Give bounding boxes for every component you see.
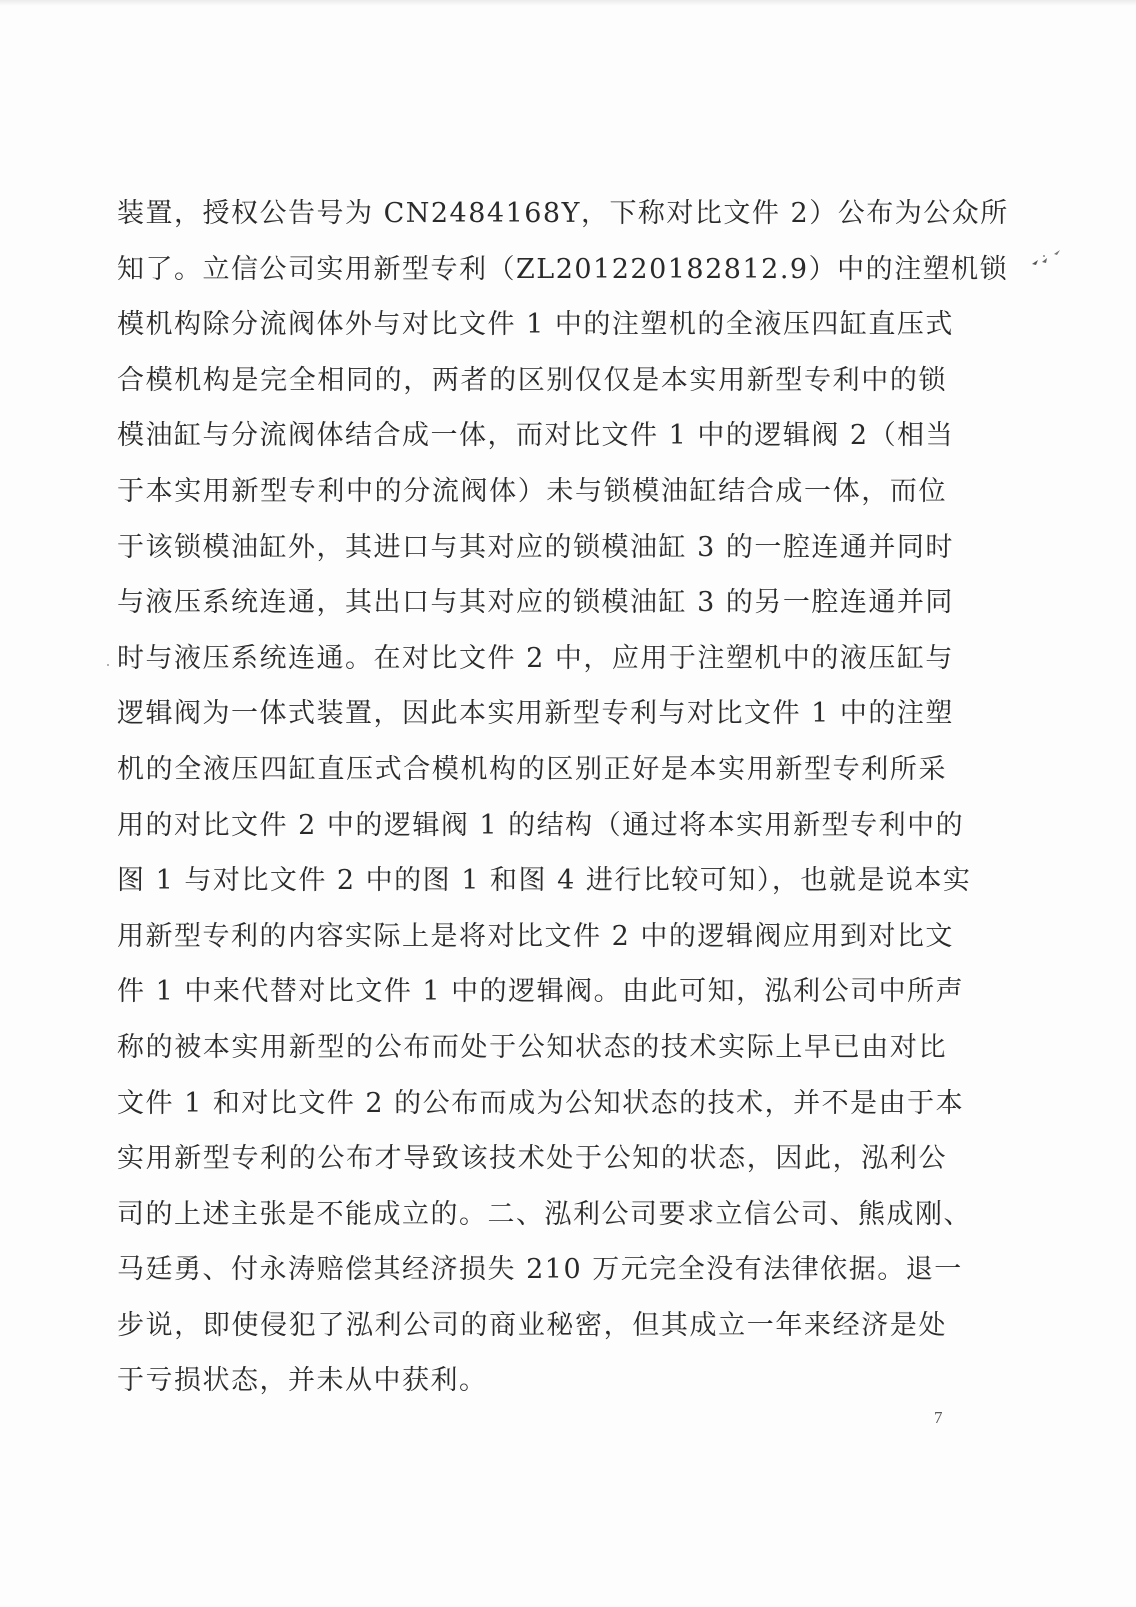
text-line: 装置，授权公告号为 CN2484168Y，下称对比文件 2）公布为公众所 bbox=[117, 198, 1009, 229]
text-line: 称的被本实用新型的公布而处于公知状态的技术实际上早已由对比 bbox=[117, 1031, 947, 1063]
page-number: 7 bbox=[934, 1408, 943, 1427]
scan-top-edge bbox=[0, 0, 1136, 6]
text-line: 模机构除分流阀体外与对比文件 1 中的注塑机的全液压四缸直压式 bbox=[117, 309, 954, 341]
text-line: 合模机构是完全相同的，两者的区别仅仅是本实用新型专利中的锁 bbox=[117, 364, 947, 396]
text-line: 用新型专利的内容实际上是将对比文件 2 中的逻辑阀应用到对比文 bbox=[117, 920, 954, 952]
text-line: 于亏损状态，并未从中获利。 bbox=[117, 1365, 488, 1397]
scan-speck-icon bbox=[1030, 238, 1090, 268]
text-line: 机的全液压四缸直压式合模机构的区别正好是本实用新型专利所采 bbox=[117, 753, 947, 785]
text-line: 知了。立信公司实用新型专利（ZL201220182812.9）中的注塑机锁 bbox=[117, 253, 1009, 285]
text-line: 与液压系统连通，其出口与其对应的锁模油缸 3 的另一腔连通并同 bbox=[117, 587, 954, 619]
margin-dot bbox=[107, 664, 109, 666]
text-line: 文件 1 和对比文件 2 的公布而成为公知状态的技术，并不是由于本 bbox=[117, 1087, 965, 1119]
text-line: 模油缸与分流阀体结合成一体，而对比文件 1 中的逻辑阀 2（相当 bbox=[117, 420, 955, 452]
text-line: 于该锁模油缸外，其进口与其对应的锁模油缸 3 的一腔连通并同时 bbox=[117, 531, 954, 563]
text-line: 于本实用新型专利中的分流阀体）未与锁模油缸结合成一体，而位 bbox=[117, 475, 947, 507]
text-line: 逻辑阀为一体式装置，因此本实用新型专利与对比文件 1 中的注塑 bbox=[117, 698, 954, 730]
text-line: 实用新型专利的公布才导致该技术处于公知的状态，因此，泓利公 bbox=[117, 1143, 947, 1175]
text-line: 图 1 与对比文件 2 中的图 1 和图 4 进行比较可知），也就是说本实 bbox=[117, 865, 972, 897]
body-text bbox=[117, 186, 1009, 1409]
text-line: 步说，即使侵犯了泓利公司的商业秘密，但其成立一年来经济是处 bbox=[117, 1309, 947, 1341]
text-line: 司的上述主张是不能成立的。二、泓利公司要求立信公司、熊成刚、 bbox=[117, 1198, 972, 1230]
text-line: 用的对比文件 2 中的逻辑阀 1 的结构（通过将本实用新型专利中的 bbox=[117, 809, 965, 841]
text-line: 时与液压系统连通。在对比文件 2 中，应用于注塑机中的液压缸与 bbox=[117, 642, 954, 674]
text-line: 马廷勇、付永涛赔偿其经济损失 210 万元完全没有法律依据。退一 bbox=[117, 1254, 963, 1286]
text-line: 件 1 中来代替对比文件 1 中的逻辑阀。由此可知，泓利公司中所声 bbox=[117, 976, 965, 1008]
